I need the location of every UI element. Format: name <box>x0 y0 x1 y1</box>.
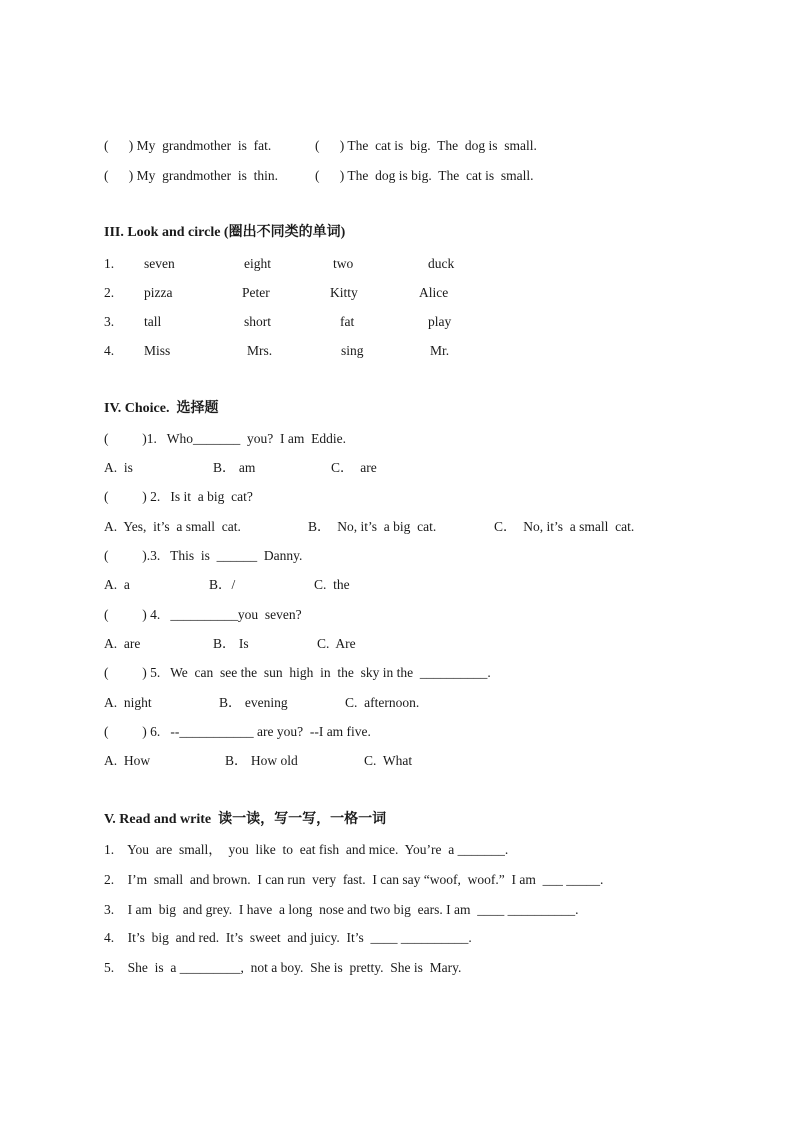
ii-row-1-right: ( ) The cat is big. The dog is small. <box>315 138 537 153</box>
iv-q5-option-a: A. night <box>104 695 152 710</box>
iv-q3-option-c: C. the <box>314 577 350 592</box>
iii-row-4-word-4: Mr. <box>430 343 450 358</box>
iv-q6-option-c: C. What <box>364 753 413 768</box>
iii-row-2-word-1: pizza <box>144 285 173 300</box>
v-item-4: 4. It’s big and red. It’s sweet and juicy. It’s ____ __________. <box>104 930 472 945</box>
iv-q3-stem: ( ).3. This is ______ Danny. <box>104 548 303 563</box>
iv-q1-option-b: B． am <box>213 460 256 475</box>
iii-row-4-num: 4. <box>104 343 115 358</box>
ii-row-2-right: ( ) The dog is big. The cat is small. <box>315 168 534 183</box>
v-item-3: 3. I am big and grey. I have a long nose and two big ears. I am ____ __________. <box>104 902 579 917</box>
iv-q4-option-a: A. are <box>104 636 141 651</box>
iv-q3-option-b: B．/ <box>209 577 236 592</box>
section-iii-title: III. Look and circle (圈出不同类的单词) <box>104 225 346 240</box>
iii-row-1-word-3: two <box>333 256 354 271</box>
iii-row-2-word-2: Peter <box>242 285 270 300</box>
iv-q4-stem: ( ) 4. __________you seven? <box>104 607 302 622</box>
iii-row-1-num: 1. <box>104 256 115 271</box>
iv-q5-option-c: C. afternoon. <box>345 695 420 710</box>
iv-q1-option-c: C． are <box>331 460 377 475</box>
v-item-2: 2. I’m small and brown. I can run very fast. I can say “woof, woof.” I am ___ _____. <box>104 872 604 887</box>
iii-row-3-word-2: short <box>244 314 271 329</box>
iv-q1-stem: ( )1. Who_______ you? I am Eddie. <box>104 431 346 446</box>
iv-q6-option-b: B． How old <box>225 753 298 768</box>
iii-row-4-word-3: sing <box>341 343 364 358</box>
iii-row-4-word-1: Miss <box>144 343 171 358</box>
iv-q2-option-a: A. Yes, it’s a small cat. <box>104 519 241 534</box>
section-iv-title: IV. Choice. 选择题 <box>104 401 219 416</box>
iii-row-3-word-4: play <box>428 314 452 329</box>
section-v-title: V. Read and write 读一读，写一写，一格一词 <box>104 812 387 827</box>
iii-row-3-word-3: fat <box>340 314 355 329</box>
iv-q2-option-b: B． No, it’s a big cat. <box>308 519 437 534</box>
iii-row-3-num: 3. <box>104 314 115 329</box>
iv-q5-option-b: B． evening <box>219 695 288 710</box>
iv-q2-option-c: C． No, it’s a small cat. <box>494 519 635 534</box>
iii-row-2-word-3: Kitty <box>330 285 358 300</box>
iii-row-2-word-4: Alice <box>419 285 449 300</box>
iv-q4-option-c: C. Are <box>317 636 356 651</box>
v-item-1: 1. You are small， you like to eat fish and mice. You’re a _______. <box>104 842 509 857</box>
iii-row-4-word-2: Mrs. <box>247 343 273 358</box>
iv-q6-stem: ( ) 6. --___________ are you? --I am five. <box>104 724 371 739</box>
iv-q1-option-a: A. is <box>104 460 133 475</box>
iii-row-3-word-1: tall <box>144 314 162 329</box>
ii-row-1-left: ( ) My grandmother is fat. <box>104 138 272 153</box>
iv-q2-stem: ( ) 2. Is it a big cat? <box>104 489 253 504</box>
iv-q6-option-a: A. How <box>104 753 151 768</box>
ii-row-2-left: ( ) My grandmother is thin. <box>104 168 278 183</box>
iii-row-1-word-4: duck <box>428 256 455 271</box>
v-item-5: 5. She is a _________, not a boy. She is pretty. She is Mary. <box>104 960 462 975</box>
iv-q3-option-a: A. a <box>104 577 130 592</box>
iii-row-1-word-2: eight <box>244 256 271 271</box>
iii-row-1-word-1: seven <box>144 256 175 271</box>
iv-q5-stem: ( ) 5. We can see the sun high in the sky in the __________. <box>104 665 491 680</box>
iv-q4-option-b: B． Is <box>213 636 249 651</box>
iii-row-2-num: 2. <box>104 285 115 300</box>
